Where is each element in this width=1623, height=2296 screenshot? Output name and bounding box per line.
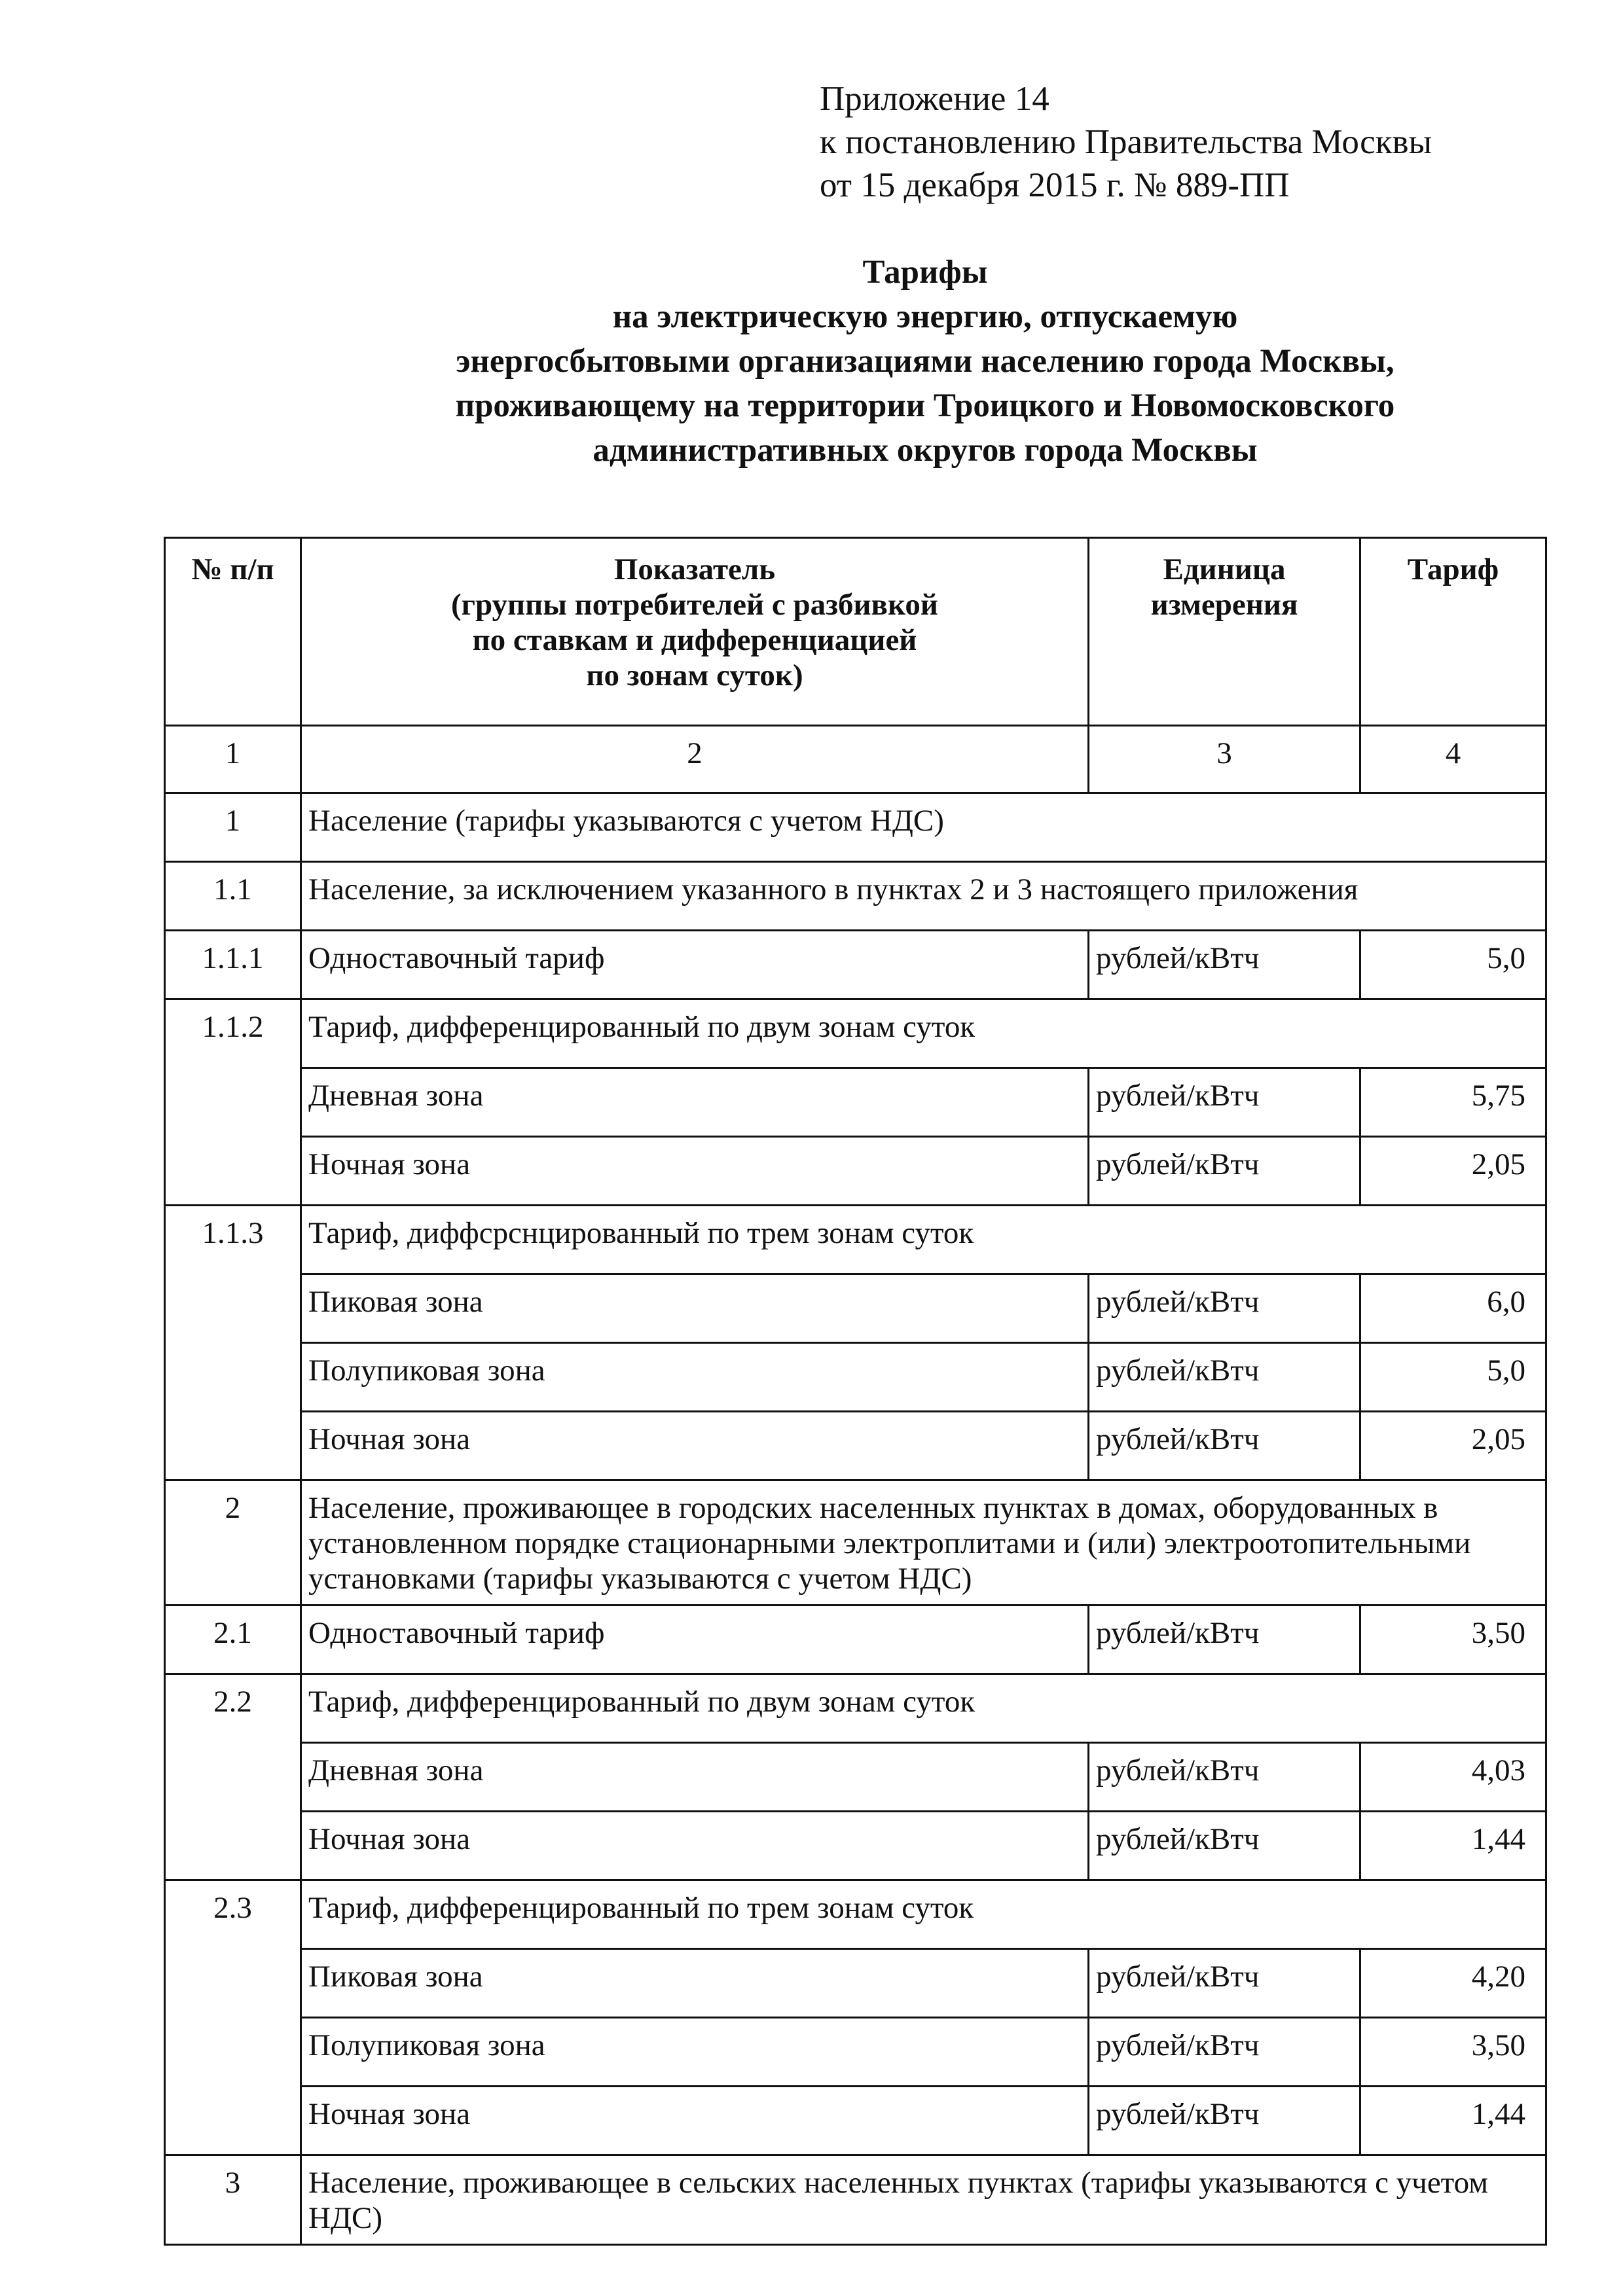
row-unit: рублей/кВтч: [1089, 1274, 1360, 1343]
title-line-3: энергосбытовыми организациями населению города Москвы,: [456, 343, 1395, 380]
row-text: Одноставочный тариф: [301, 1605, 1089, 1674]
row-unit: рублей/кВтч: [1089, 1949, 1360, 2018]
table-row: [165, 793, 1546, 862]
row-text: Полупиковая зона: [301, 1343, 1089, 1412]
row-unit: рублей/кВтч: [1089, 1743, 1360, 1812]
row-num: 3: [165, 2155, 301, 2245]
column-number: 4: [1360, 726, 1546, 793]
column-number-row: [165, 726, 1546, 793]
row-text: Население, проживающее в сельских населенных пунктах (тарифы указываются с учетом НДС): [301, 2155, 1546, 2245]
row-num: 1.1: [165, 862, 301, 931]
row-value: 1,44: [1360, 2087, 1546, 2155]
row-text: Тариф, дифференцированный по двум зонам суток: [301, 999, 1546, 1068]
row-text: Ночная зона: [301, 1812, 1089, 1880]
row-text: Ночная зона: [301, 1137, 1089, 1206]
header-indicator: [301, 538, 1089, 726]
row-value: 5,0: [1360, 1343, 1546, 1412]
row-value: 3,50: [1360, 1605, 1546, 1674]
row-value: 2,05: [1360, 1412, 1546, 1480]
table-row: [165, 1605, 1546, 1674]
table-row: [165, 1412, 1546, 1480]
header-unit-line: Единица: [1163, 552, 1286, 586]
row-unit: рублей/кВтч: [1089, 1068, 1360, 1137]
table-row: [165, 1949, 1546, 2018]
title-line-4: проживающему на территории Троицкого и Новомосковского: [455, 387, 1395, 424]
appendix-number: Приложение 14: [820, 80, 1049, 118]
row-unit: рублей/кВтч: [1089, 1343, 1360, 1412]
row-text: Тариф, дифференцированный по трем зонам суток: [301, 1880, 1546, 1949]
row-text: Пиковая зона: [301, 1274, 1089, 1343]
table-row: [165, 2155, 1546, 2245]
table-row: [165, 1743, 1546, 1812]
table-row: [165, 2087, 1546, 2155]
appendix-header: [820, 77, 1432, 207]
row-text: Пиковая зона: [301, 1949, 1089, 2018]
table-row: [165, 999, 1546, 1068]
table-row: [165, 2018, 1546, 2087]
row-text: Одноставочный тариф: [301, 931, 1089, 999]
header-indicator-line: Показатель: [613, 552, 776, 586]
row-value: 4,20: [1360, 1949, 1546, 2018]
row-num: 2.1: [165, 1605, 301, 1674]
row-text: Тариф, диффсрснцированный по трем зонам суток: [301, 1206, 1546, 1274]
table-row: [165, 1343, 1546, 1412]
column-number: 2: [301, 726, 1089, 793]
row-unit: рублей/кВтч: [1089, 2087, 1360, 2155]
table-row: [165, 862, 1546, 931]
table-row: [165, 1674, 1546, 1743]
header-unit-line: измерения: [1150, 588, 1298, 622]
table-header-row: [165, 538, 1546, 726]
row-value: 6,0: [1360, 1274, 1546, 1343]
table-row: [165, 1812, 1546, 1880]
header-indicator-line: (группы потребителей с разбивкой: [451, 588, 938, 622]
title-line-1: Тарифы: [862, 254, 988, 291]
tariffs-table: [164, 537, 1547, 2246]
row-num: 1.1.2: [165, 999, 301, 1206]
decree-reference: к постановлению Правительства Москвы: [820, 123, 1432, 161]
row-text: Дневная зона: [301, 1743, 1089, 1812]
header-tariff: Тариф: [1360, 538, 1546, 726]
row-text: Дневная зона: [301, 1068, 1089, 1137]
row-unit: рублей/кВтч: [1089, 1137, 1360, 1206]
row-value: 1,44: [1360, 1812, 1546, 1880]
row-value: 5,0: [1360, 931, 1546, 999]
row-text: Население (тарифы указываются с учетом НДС): [301, 793, 1546, 862]
header-indicator-line: по ставкам и дифференциацией: [472, 623, 917, 657]
row-value: 3,50: [1360, 2018, 1546, 2087]
table-row: [165, 1068, 1546, 1137]
table-row: [165, 931, 1546, 999]
row-text: Тариф, дифференцированный по двум зонам суток: [301, 1674, 1546, 1743]
table-row: [165, 1880, 1546, 1949]
row-num: 2.2: [165, 1674, 301, 1880]
row-text: Население, проживающее в городских населенных пунктах в домах, оборудованных в установленном порядке стационарными электроплитами и (или) электроотопительными установками (тарифы указываются с учетом НДС): [301, 1480, 1546, 1605]
table-row: [165, 1274, 1546, 1343]
row-unit: рублей/кВтч: [1089, 1812, 1360, 1880]
column-number: 3: [1089, 726, 1360, 793]
row-num: 1.1.1: [165, 931, 301, 999]
title-line-2: на электрическую энергию, отпускаемую: [612, 298, 1238, 335]
column-number: 1: [165, 726, 301, 793]
row-unit: рублей/кВтч: [1089, 2018, 1360, 2087]
row-num: 2: [165, 1480, 301, 1605]
table-row: [165, 1137, 1546, 1206]
table-row: [165, 1206, 1546, 1274]
row-text: Полупиковая зона: [301, 2018, 1089, 2087]
title-line-5: административных округов города Москвы: [593, 432, 1258, 469]
header-num: № п/п: [165, 538, 301, 726]
table-row: [165, 1480, 1546, 1605]
header-indicator-line: по зонам суток): [586, 658, 803, 692]
row-text: Ночная зона: [301, 1412, 1089, 1480]
header-unit: [1089, 538, 1360, 726]
row-unit: рублей/кВтч: [1089, 1412, 1360, 1480]
row-text: Население, за исключением указанного в пунктах 2 и 3 настоящего приложения: [301, 862, 1546, 931]
row-text: Ночная зона: [301, 2087, 1089, 2155]
decree-date: от 15 декабря 2015 г. № 889-ПП: [820, 166, 1290, 204]
row-unit: рублей/кВтч: [1089, 931, 1360, 999]
row-value: 5,75: [1360, 1068, 1546, 1137]
row-value: 2,05: [1360, 1137, 1546, 1206]
document-title: [0, 250, 1623, 473]
row-unit: рублей/кВтч: [1089, 1605, 1360, 1674]
row-num: 1: [165, 793, 301, 862]
row-num: 1.1.3: [165, 1206, 301, 1480]
row-num: 2.3: [165, 1880, 301, 2155]
row-value: 4,03: [1360, 1743, 1546, 1812]
